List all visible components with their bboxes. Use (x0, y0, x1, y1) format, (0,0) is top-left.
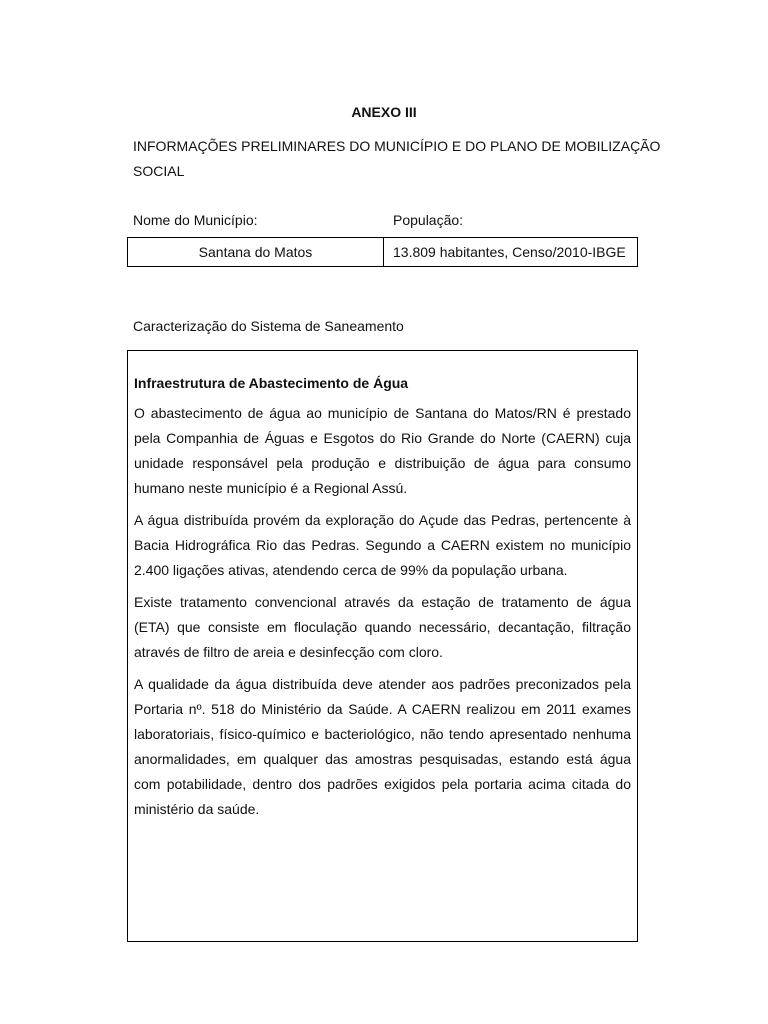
page-title: ANEXO III (351, 104, 417, 120)
paragraph-supply: O abastecimento de água ao município de Santana do Matos/RN é prestado pela Companhia de Águas e Esgotos do Rio Grande do Norte (CAERN) cuja unidade responsável pela produção e distribuição de água para consumo humano neste município é a Regional Assú. (134, 405, 631, 496)
paragraph-treatment: Existe tratamento convencional através da estação de tratamento de água (ETA) que consiste em floculação quando necessário, decantação, filtração através de filtro de areia e desinfecção com cloro. (134, 594, 631, 660)
sanitation-content-box (127, 350, 638, 942)
population-cell: 13.809 habitantes, Censo/2010-IBGE (393, 244, 626, 260)
box-heading: Infraestrutura de Abastecimento de Água (134, 375, 409, 391)
paragraph-quality: A qualidade da água distribuída deve atender aos padrões preconizados pela Portaria nº. 518 do Ministério da Saúde. A CAERN realizou em 2011 exames laboratoriais, físico-químico e bacteriológico, não tendo apresentado nenhuma anormalidades, em qualquer das amostras pesquisadas, estando está água com potabilidade, dentro dos padrões exigidos pela portaria acima citada do ministério da saúde. (134, 676, 631, 817)
document-subtitle: INFORMAÇÕES PRELIMINARES DO MUNICÍPIO E DO PLANO DE MOBILIZAÇÃO SOCIAL (133, 138, 661, 179)
sanitation-section-label: Caracterização do Sistema de Saneamento (133, 318, 404, 334)
population-label: População: (393, 212, 464, 228)
municipality-info-table (127, 237, 638, 267)
municipality-name-cell: Santana do Matos (128, 238, 384, 266)
paragraph-source: A água distribuída provém da exploração do Açude das Pedras, pertencente à Bacia Hidrográfica Rio das Pedras. Segundo a CAERN existem no município 2.400 ligações ativas, atendendo cerca de 99% da população urbana. (134, 512, 631, 578)
municipality-name-label: Nome do Município: (133, 212, 258, 228)
